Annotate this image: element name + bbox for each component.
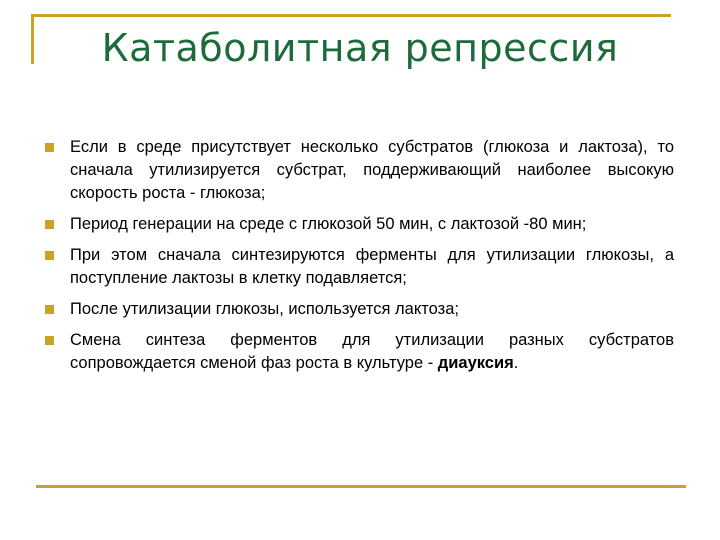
bullet-item — [42, 329, 674, 375]
square-bullet-icon — [45, 305, 54, 314]
square-bullet-icon — [45, 143, 54, 152]
square-bullet-icon — [45, 220, 54, 229]
bullet-text: После утилизации глюкозы, используется лактоза; — [70, 300, 459, 318]
bullet-item — [42, 298, 674, 321]
bullet-text: Если в среде присутствует несколько субстратов (глюкоза и лактоза), то сначала утилизируется субстрат, поддерживающий наиболее высокую скорость роста - глюкоза; — [70, 138, 674, 202]
frame-bottom-line — [36, 485, 686, 488]
bullet-term-bold: диауксия — [437, 354, 514, 372]
square-bullet-icon — [45, 336, 54, 345]
bullet-list — [42, 136, 674, 383]
bullet-item — [42, 244, 674, 290]
bullet-item — [42, 213, 674, 236]
bullet-text: Период генерации на среде с глюкозой 50 мин, с лактозой -80 мин; — [70, 215, 587, 233]
frame-top-line — [31, 14, 671, 17]
bullet-item — [42, 136, 674, 205]
frame-left-line — [31, 14, 34, 64]
slide-title: Катаболитная репрессия — [101, 26, 619, 70]
bullet-text-tail: . — [513, 354, 519, 372]
bullet-text: Смена синтеза ферментов для утилизации разных субстратов сопровождается сменой фаз роста в культуре - — [70, 331, 674, 372]
square-bullet-icon — [45, 251, 54, 260]
bullet-text: При этом сначала синтезируются ферменты для утилизации глюкозы, а поступление лактозы в клетку подавляется; — [70, 246, 674, 287]
